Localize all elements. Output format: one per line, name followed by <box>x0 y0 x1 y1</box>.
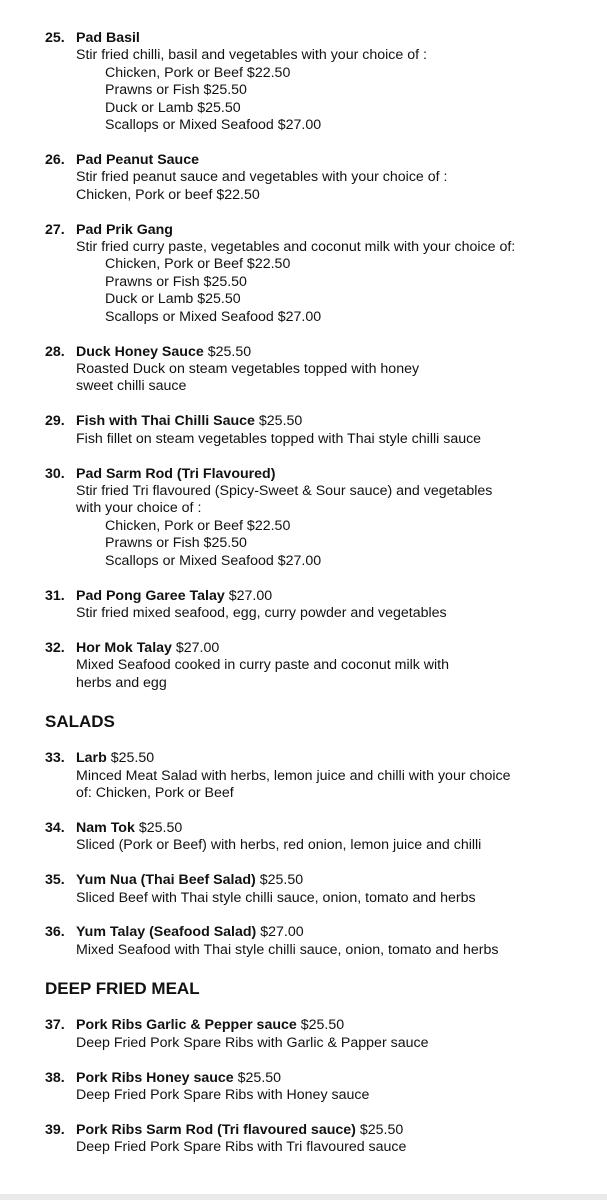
item-number: 26. <box>45 151 65 168</box>
item-title-line <box>76 640 587 657</box>
item-option: Scallops or Mixed Seafood $27.00 <box>105 117 322 134</box>
item-price: $25.50 <box>207 343 252 360</box>
menu-item <box>0 222 607 326</box>
item-title-line <box>76 872 587 889</box>
item-description: Stir fried curry paste, vegetables and coconut milk with your choice of: <box>76 239 516 256</box>
item-title-line <box>76 750 587 767</box>
item-title-line <box>76 413 587 430</box>
item-name: Hor Mok Talay <box>76 639 172 656</box>
menu-item <box>0 344 607 396</box>
item-number: 27. <box>45 221 65 238</box>
item-number: 37. <box>45 1017 65 1034</box>
item-title-line <box>76 1122 587 1139</box>
item-description: Mixed Seafood with Thai style chilli sauce, onion, tomato and herbs <box>76 941 499 958</box>
section-heading: SALADS <box>45 712 115 732</box>
item-description: Deep Fried Pork Spare Ribs with Garlic & Papper sauce <box>76 1034 429 1051</box>
item-price: $27.00 <box>175 639 220 656</box>
menu-item <box>0 1070 607 1105</box>
item-number: 34. <box>45 819 65 836</box>
item-title-line <box>76 820 587 837</box>
item-title-line <box>76 1070 587 1087</box>
item-number: 28. <box>45 343 65 360</box>
item-option: Duck or Lamb $25.50 <box>105 99 241 116</box>
item-number: 38. <box>45 1069 65 1086</box>
item-number: 32. <box>45 639 65 656</box>
item-price: $25.50 <box>300 1017 345 1034</box>
item-price: $27.00 <box>228 587 273 604</box>
item-option: Scallops or Mixed Seafood $27.00 <box>105 308 322 325</box>
item-number: 33. <box>45 750 65 767</box>
item-option: Chicken, Pork or Beef $22.50 <box>105 64 291 81</box>
page-bottom-edge <box>0 1194 607 1200</box>
item-number: 30. <box>45 465 65 482</box>
item-description: Fish fillet on steam vegetables topped with Thai style chilli sauce <box>76 430 482 447</box>
item-option: Prawns or Fish $25.50 <box>105 273 247 290</box>
item-price: $25.50 <box>359 1121 404 1138</box>
item-number: 29. <box>45 413 65 430</box>
item-description: Chicken, Pork or beef $22.50 <box>76 186 260 203</box>
item-description: Stir fried Tri flavoured (Spicy-Sweet & Sour sauce) and vegetables <box>76 483 493 500</box>
item-option: Scallops or Mixed Seafood $27.00 <box>105 552 322 569</box>
menu-item <box>0 872 607 907</box>
item-price: $25.50 <box>259 872 304 889</box>
item-description: with your choice of : <box>76 500 202 517</box>
item-name: Pad Pong Garee Talay <box>76 587 225 604</box>
item-title-line <box>76 344 587 361</box>
item-number: 36. <box>45 924 65 941</box>
item-name: Pork Ribs Honey sauce <box>76 1069 234 1086</box>
item-option: Chicken, Pork or Beef $22.50 <box>105 517 291 534</box>
item-name: Duck Honey Sauce <box>76 343 204 360</box>
menu-item <box>0 588 607 623</box>
item-description: Stir fried mixed seafood, egg, curry powder and vegetables <box>76 604 447 621</box>
item-name: Yum Nua (Thai Beef Salad) <box>76 872 256 889</box>
item-number: 31. <box>45 587 65 604</box>
item-description: of: Chicken, Pork or Beef <box>76 784 234 801</box>
item-description: Mixed Seafood cooked in curry paste and coconut milk with <box>76 657 450 674</box>
item-price: $27.00 <box>260 924 304 941</box>
menu-item <box>0 820 607 855</box>
item-name: Pork Ribs Garlic & Pepper sauce <box>76 1017 297 1034</box>
item-description: Sliced Beef with Thai style chilli sauce, onion, tomato and herbs <box>76 889 476 906</box>
item-title-line <box>76 222 587 239</box>
item-name: Nam Tok <box>76 819 135 836</box>
item-title-line <box>76 152 587 169</box>
item-number: 35. <box>45 872 65 889</box>
item-description: herbs and egg <box>76 674 167 691</box>
item-price: $25.50 <box>110 750 155 767</box>
menu-item <box>0 1122 607 1157</box>
item-price: $25.50 <box>237 1069 282 1086</box>
item-description: Minced Meat Salad with herbs, lemon juice and chilli with your choice <box>76 767 511 784</box>
item-title-line <box>76 588 587 605</box>
menu-item <box>0 30 607 134</box>
menu-item <box>0 466 607 570</box>
item-description: sweet chilli sauce <box>76 378 187 395</box>
item-title-line <box>76 1017 587 1034</box>
item-name: Pad Sarm Rod (Tri Flavoured) <box>76 465 276 482</box>
item-option: Prawns or Fish $25.50 <box>105 535 247 552</box>
item-number: 39. <box>45 1121 65 1138</box>
menu-item <box>0 640 607 692</box>
item-name: Yum Talay (Seafood Salad) <box>76 924 257 941</box>
item-name: Fish with Thai Chilli Sauce <box>76 413 255 430</box>
item-price: $25.50 <box>138 819 183 836</box>
menu-item <box>0 152 607 204</box>
menu-item <box>0 413 607 448</box>
menu-item <box>0 1017 607 1052</box>
item-name: Pork Ribs Sarm Rod (Tri flavoured sauce) <box>76 1121 356 1138</box>
item-option: Duck or Lamb $25.50 <box>105 291 241 308</box>
item-title-line <box>76 924 587 941</box>
item-description: Deep Fried Pork Spare Ribs with Honey sauce <box>76 1086 370 1103</box>
item-name: Pad Prik Gang <box>76 221 173 238</box>
item-number: 25. <box>45 30 65 46</box>
menu-page <box>0 30 607 1174</box>
item-title-line <box>76 30 587 47</box>
item-price: $25.50 <box>258 413 303 430</box>
menu-item <box>0 924 607 959</box>
section-heading: DEEP FRIED MEAL <box>45 979 200 999</box>
item-description: Stir fried chilli, basil and vegetables with your choice of : <box>76 47 427 64</box>
item-name: Pad Basil <box>76 30 140 46</box>
item-name: Larb <box>76 750 107 767</box>
item-description: Stir fried peanut sauce and vegetables with your choice of : <box>76 169 448 186</box>
item-description: Sliced (Pork or Beef) with herbs, red onion, lemon juice and chilli <box>76 837 482 854</box>
item-description: Roasted Duck on steam vegetables topped with honey <box>76 361 420 377</box>
item-title-line <box>76 466 587 483</box>
item-option: Prawns or Fish $25.50 <box>105 82 247 99</box>
item-description: Deep Fried Pork Spare Ribs with Tri flavoured sauce <box>76 1139 407 1156</box>
item-name: Pad Peanut Sauce <box>76 151 200 168</box>
menu-item <box>0 750 607 802</box>
item-option: Chicken, Pork or Beef $22.50 <box>105 256 291 273</box>
